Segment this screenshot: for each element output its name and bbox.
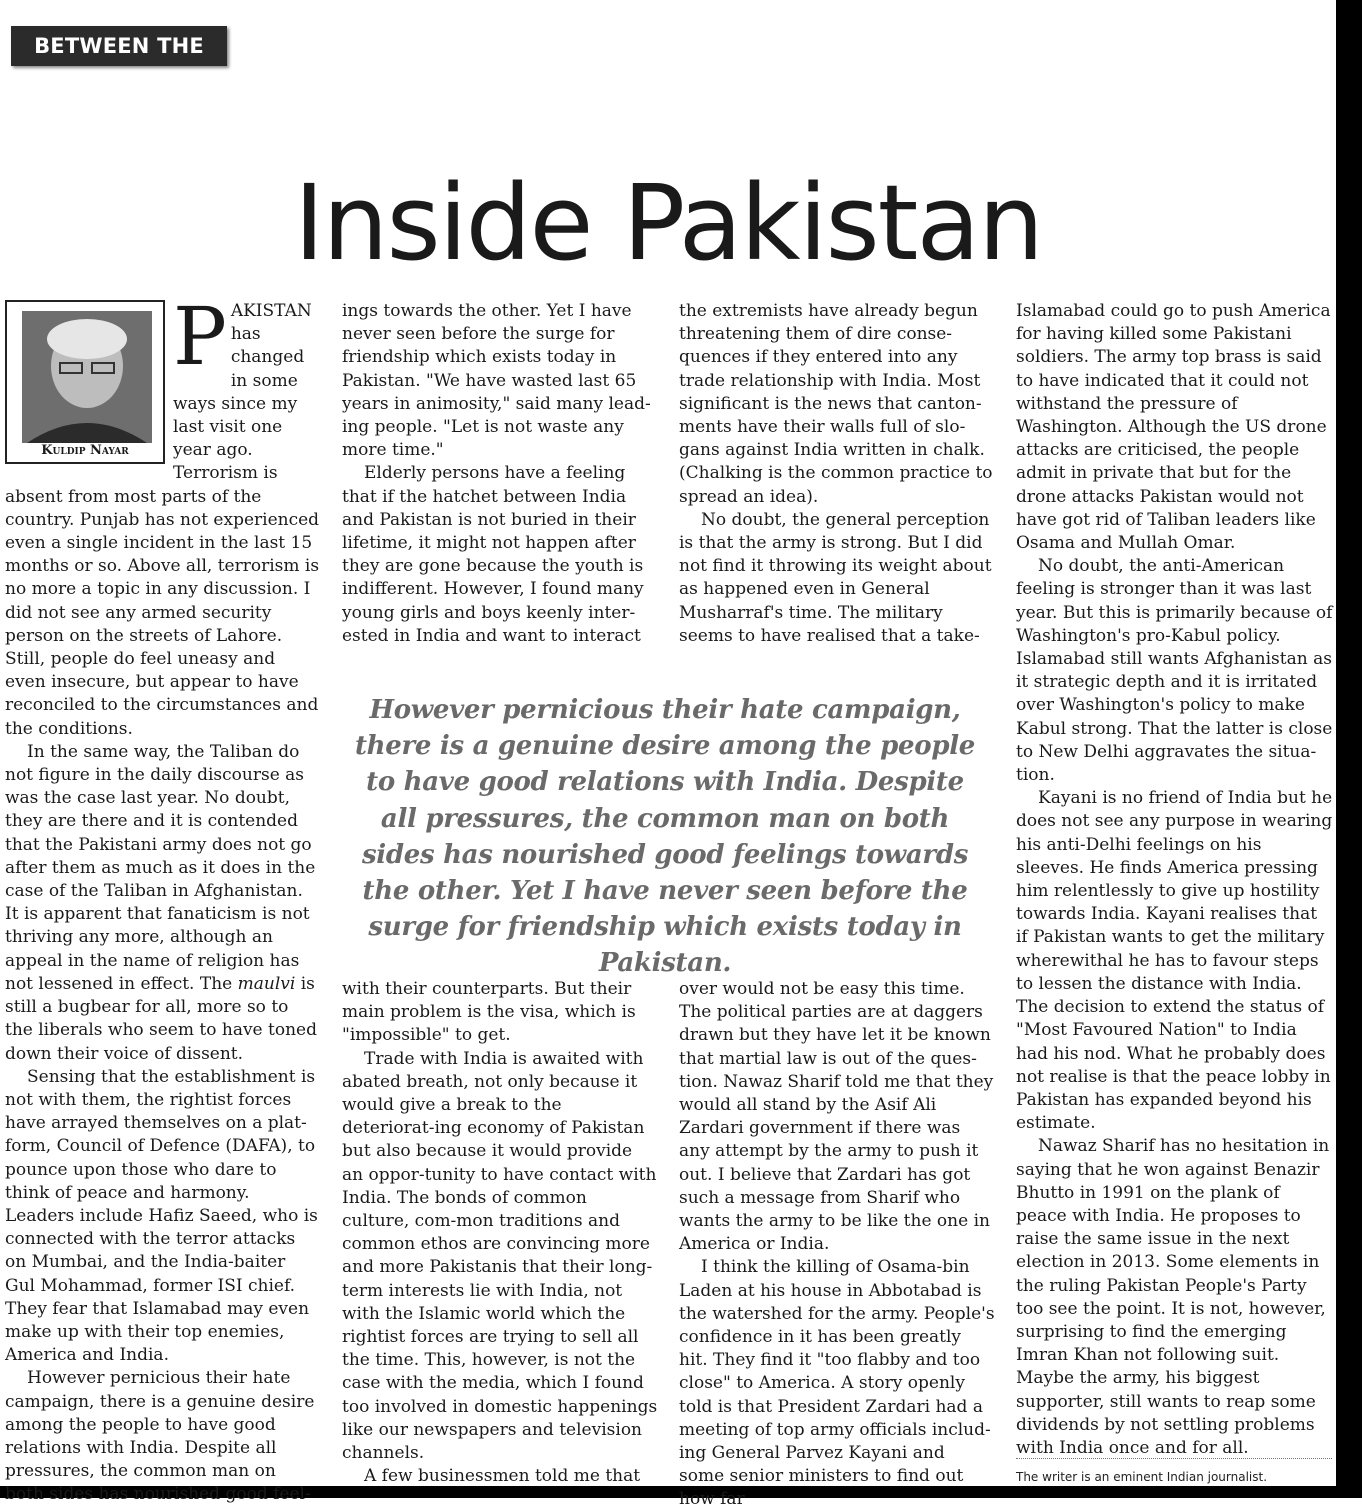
paragraph: ings towards the other. Yet I have never seen before the surge for friendship which exists today in Pakistan. "We have wasted last 65 years in animosity," said many lead-ing people. "Let is not waste any more time." — [342, 301, 651, 461]
paragraph: Nawaz Sharif has no hesitation in saying that he won against Benazir Bhutto in 1991 on the plank of peace with India. He proposes to raise the same issue in the next election in 2013. Some elements in the ruling Pakistan People's Party too see the point. It is not, however, surprising to find the emerging Imran Khan not following suit. Maybe the army, his biggest supporter, still wants to reap some dividends by not settling problems with India once and for all. — [1016, 1136, 1330, 1458]
drop-cap: P — [173, 290, 227, 383]
paragraph: over would not be easy this time. The political parties are at daggers drawn but they have let it be known that martial law is out of the ques-tion. Nawaz Sharif told me that they would all stand by the Asif Ali Zardari government if there was any attempt by the army to push it out. I believe that Zardari has got such a message from Sharif who wants the army to be like the one in America or India. — [679, 979, 994, 1255]
article-column-4 — [1016, 300, 1334, 1460]
paragraph: AKISTAN has changed in some ways since my last visit one year ago. Terrorism is absent from most parts of the country. Punjab has not experienced even a single incident in the last 15 months or so. Above all, terrorism is no more a topic in any discussion. I did not see any armed security person on the streets of Lahore. Still, people do feel uneasy and even insecure, but appear to have reconciled to the circumstances and the conditions. — [5, 301, 320, 739]
paragraph: Kayani is no friend of India but he does not see any purpose in wearing his anti-Delhi feelings on his sleeves. He finds America pressing him relentlessly to give up hostility towards India. Kayani realises that if Pakistan wants to get the military wherewithal he has to favour steps to lessen the distance with India. The decision to extend the status of "Most Favoured Nation" to India had his nod. What he probably does not realise is that the peace lobby in Pakistan has expanded beyond his estimate. — [1016, 788, 1333, 1134]
author-photo — [22, 311, 152, 443]
paragraph: However pernicious their hate campaign, there is a genuine desire among the people to have good relations with India. Despite all pressures, the common man on both sides has nourished good feel- — [5, 1368, 315, 1505]
paragraph: Elderly persons have a feeling that if the hatchet between India and Pakistan is not buried in their lifetime, it might not happen after they are gone because the youth is indifferent. However, I found many young girls and boys keenly inter-ested in India and want to interact — [342, 463, 644, 646]
page-edge-bar-right — [1336, 0, 1362, 1498]
paragraph-text: In the same way, the Taliban do not figure in the daily discourse as was the case last year. No doubt, they are there and it is contended that the Pakistani army does not go after them as much as it does in the case of the Taliban in Afghanistan. It is apparent that fanaticism is not thriving any more, although an appeal in the name of religion has not lessened in effect. The — [5, 741, 316, 994]
author-name — [7, 443, 163, 459]
paragraph — [5, 741, 320, 1066]
article-column-3-bottom — [679, 978, 995, 1512]
footnote-divider — [1016, 1458, 1332, 1459]
paragraph: No doubt, the general perception is that the army is strong. But I did not find it throwing its weight about as happened even in General Musharraf's time. The military seems to have realised that a take- — [679, 509, 992, 646]
section-tag: BETWEEN THE LINES — [11, 26, 227, 66]
article-column-2-bottom — [342, 978, 658, 1488]
paragraph: No doubt, the anti-American feeling is stronger than it was last year. But this is primarily because of Washington's pro-Kabul policy. Islamabad still wants Afghanistan as it strategic depth and it is irritated over Washington's policy to make Kabul strong. That the latter is close to New Delhi aggravates the situa-tion. — [1016, 556, 1333, 786]
paragraph: with their counterparts. But their main problem is the visa, which is "impossible" to get. — [342, 979, 636, 1046]
article-column-3-top — [679, 300, 995, 648]
footnote: The writer is an eminent Indian journalist. — [1016, 1470, 1268, 1484]
paragraph: Trade with India is awaited with abated breath, not only because it would give a break to the deteriorat-ing economy of Pakistan but also because it would provide an oppor-tunity to have contact with India. The bonds of common culture, com-mon traditions and common ethos are convincing more and more Pakistanis that their long-term interests lie with India, not with the Islamic world which the rightist forces are trying to sell all the time. This, however, is not the case with the media, which I found too involved in domestic happenings like our newspapers and television channels. — [342, 1048, 658, 1464]
paragraph: I think the killing of Osama-bin Laden at his house in Abbotabad is the watershed for the army. People's confidence in it has been greatly hit. They find it "too flabby and too close" to America. A story openly told is that President Zardari had a meeting of top army officials includ-ing General Parvez Kayani and some senior ministers to find out how far — [679, 1257, 995, 1510]
paragraph-italic: maulvi — [237, 973, 296, 994]
pull-quote: However pernicious their hate campaign, there is a genuine desire among the people to have good relations with India. Despite all pressures, the common man on both sides has nourished good feelings towards the other. Yet I have never seen before the surge for friendship which exists today in Pakistan. — [354, 695, 976, 979]
author-box — [5, 300, 165, 464]
article-column-1 — [5, 290, 320, 1507]
article-column-2-top — [342, 300, 658, 648]
author-photo-icon — [22, 311, 152, 443]
author-name-text: Kuldip Nayar — [41, 443, 129, 458]
paragraph: Islamabad could go to push America for having killed some Pakistani soldiers. The army top brass is said to have indicated that it could not withstand the pressure of Washington. Although the US drone attacks are criticised, the people admit in private that but for the drone attacks Pakistan would not have got rid of Taliban leaders like Osama and Mullah Omar. — [1016, 301, 1331, 554]
paragraph: Sensing that the establishment is not with them, the rightist forces have arrayed themselves on a plat-form, Council of Defence (DAFA), to pounce upon those who dare to think of peace and harmony. Leaders include Hafiz Saeed, who is connected with the terror attacks on Mumbai, and the India-baiter Gul Mohammad, former ISI chief. They fear that Islamabad may even make up with their top enemies, America and India. — [5, 1066, 318, 1366]
headline: Inside Pakistan — [293, 161, 1043, 284]
paragraph-text: is still a bugbear for all, more so to the liberals who seem to have toned down their voice of dissent. — [5, 973, 317, 1064]
paragraph: the extremists have already begun threatening them of dire conse-quences if they entered into any trade relationship with India. Most significant is the news that canton-ments have their walls full of slo-gans against India written in chalk. (Chalking is the common practice to spread an idea). — [679, 301, 993, 507]
paragraph: A few businessmen told me that — [364, 1466, 641, 1487]
